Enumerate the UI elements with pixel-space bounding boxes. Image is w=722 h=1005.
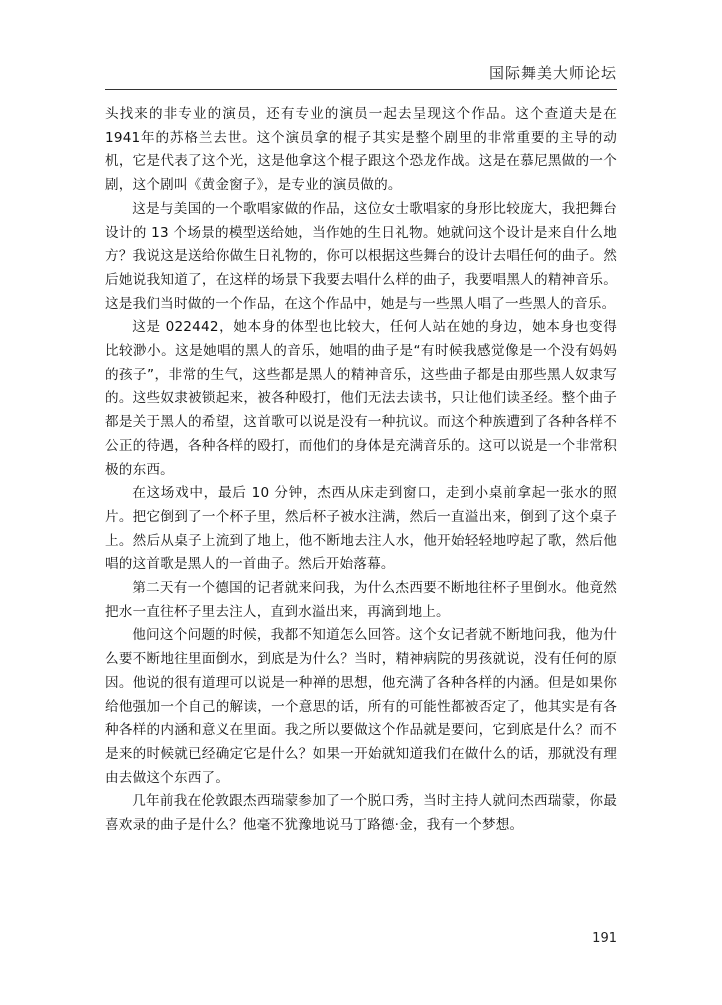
- paragraph: 他问这个问题的时候，我都不知道怎么回答。这个女记者就不断地问我，他为什么要不断地往里面倒水，到底是为什么？当时，精神病院的男孩就说，没有任何的原因。他说的很有道理可以说是一种禅的思想，他充满了各种各样的内涵。但是如果你给他强加一个自己的解读，一个意思的话，所有的可能性都被否定了，他其实是有各种各样的内涵和意义在里面。我之所以要做这个作品就是要问，它到底是什么？而不是来的时候就已经确定它是什么？如果一开始就知道我们在做什么的话，那就没有理由去做这个东西了。: [105, 627, 617, 786]
- paragraph: 在这场戏中，最后 10 分钟，杰西从床走到窗口，走到小桌前拿起一张水的照片。把它倒到了一个杯子里，然后杯子被水注满，然后一直溢出来，倒到了这个桌子上。然后从桌子上流到了地上，他不断地去注人水，他开始轻轻地哼起了歌，然后他唱的这首歌是黑人的一首曲子。然后开始落幕。: [105, 485, 617, 573]
- header-rule: [105, 89, 617, 90]
- paragraph: 这是 022442，她本身的体型也比较大，任何人站在她的身边，她本身也变得比较渺小。这是她唱的黑人的音乐，她唱的曲子是“有时候我感觉像是一个没有妈妈的孩子”，非常的生气，这些都是黑人的精神音乐，这些曲子都是由那些黑人奴隶写的。这些奴隶被锁起来，被各种殴打，他们无法去读书，只让他们读圣经。整个曲子都是关于黑人的希望，这首歌可以说是没有一种抗议。而这个种族遭到了各种各样不公正的待遇，各种各样的殴打，而他们的身体是充满音乐的。这可以说是一个非常积极的东西。: [105, 319, 617, 478]
- body-text: [105, 103, 617, 838]
- header-title: 国际舞美大师论坛: [488, 64, 617, 82]
- page-number: 191: [592, 931, 617, 946]
- paragraph: 几年前我在伦敦跟杰西瑞蒙参加了一个脱口秀，当时主持人就问杰西瑞蒙，你最喜欢录的曲子是什么？他毫不犹豫地说马丁路德·金，我有一个梦想。: [105, 793, 617, 834]
- paragraph: 这是与美国的一个歌唱家做的作品，这位女士歌唱家的身形比较庞大，我把舞台设计的 13 个场景的模型送给她，当作她的生日礼物。她就问这个设计是来自什么地方？我说这是送给你做生日礼物的，你可以根据这些舞台的设计去唱任何的曲子。然后她说我知道了，在这样的场景下我要去唱什么样的曲子，我要唱黑人的精神音乐。这是我们当时做的一个作品，在这个作品中，她是与一些黑人唱了一些黑人的音乐。: [105, 200, 617, 312]
- paragraph: 第二天有一个德国的记者就来问我，为什么杰西要不断地往杯子里倒水。他竟然把水一直往杯子里去注人，直到水溢出来，再滴到地上。: [105, 580, 617, 620]
- running-header: [105, 58, 617, 90]
- paragraph-continuation: 头找来的非专业的演员，还有专业的演员一起去呈现这个作品。这个查道夫是在1941年的苏格兰去世。这个演员拿的棍子其实是整个剧里的非常重要的主导的动机，它是代表了这个光，这是他拿这个棍子跟这个恐龙作战。这是在慕尼黑做的一个剧，这个剧叫《黄金窗子》，是专业的演员做的。: [105, 106, 617, 194]
